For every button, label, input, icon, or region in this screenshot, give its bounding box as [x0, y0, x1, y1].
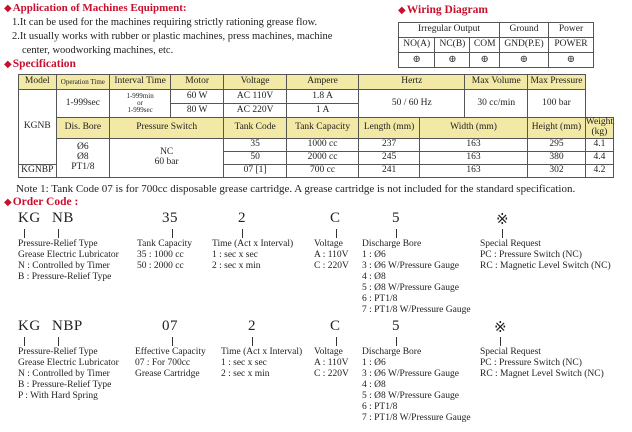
list-item: Voltage: [314, 347, 343, 357]
spec-title-text: Specification: [12, 58, 76, 70]
list-item: 50 : 2000 cc: [137, 261, 184, 271]
application-line-1: 1.It can be used for the machines requiring strictly rationing grease flow.: [12, 17, 318, 28]
spec-interval-time: [110, 90, 171, 118]
code1-time-col: [212, 239, 293, 272]
list-item: Pressure-Relief Type: [18, 347, 98, 357]
interval-a: 1-999min: [126, 92, 154, 100]
code1-time: 2: [238, 210, 246, 226]
code1-tank: 35: [162, 210, 178, 226]
list-item: Pressure-Relief Type: [18, 239, 98, 249]
list-item: PC : Pressure Switch (NC): [480, 358, 582, 368]
list-item: RC : Magnet Level Switch (NC): [480, 369, 604, 379]
list-item: C : 220V: [314, 261, 349, 271]
bore-value: Ø8: [77, 151, 89, 162]
list-item: 4 : Ø8: [362, 380, 386, 390]
list-item: 6 : PT1/8: [362, 294, 398, 304]
list-item: 2 : sec x min: [221, 369, 270, 379]
list-item: B : Pressure-Relief Type: [18, 380, 112, 390]
wiring-group-ground: Ground: [500, 23, 549, 38]
code-tick: [500, 337, 501, 346]
table-cell: 2000 cc: [286, 151, 358, 164]
table-cell: 1000 cc: [286, 138, 358, 151]
spec-table: [18, 74, 614, 178]
list-item: P : With Hard Spring: [18, 391, 98, 401]
list-item: PC : Pressure Switch (NC): [480, 250, 582, 260]
list-item: 4 : Ø8: [362, 272, 386, 282]
table-cell: 163: [419, 138, 527, 151]
spec-header-ampere: Ampere: [286, 75, 358, 90]
wiring-title-text: Wiring Diagram: [406, 4, 488, 16]
terminal-icon: ⊕: [399, 53, 435, 68]
code2-tank: 07: [162, 318, 178, 334]
code2-special: ※: [494, 320, 508, 336]
spec-header-interval: Interval Time: [110, 75, 171, 90]
code-tick: [396, 337, 397, 346]
list-item: 3 : Ø6 W/Pressure Gauge: [362, 261, 459, 271]
spec-motor: 60 W: [171, 90, 224, 104]
spec-header-length: Length (mm): [359, 118, 420, 139]
spec-voltage: AC 110V: [224, 90, 287, 104]
code-tick: [24, 337, 25, 346]
code-tick: [24, 229, 25, 238]
spec-header-operation: Operation Time: [56, 75, 110, 90]
wiring-pin: GND(P.E): [500, 38, 549, 53]
bore-value: Ø6: [77, 141, 89, 152]
code2-kg: KG: [18, 318, 41, 334]
list-item: A : 110V: [314, 250, 349, 260]
list-item: 5 : Ø8 W/Pressure Gauge: [362, 283, 459, 293]
spec-max-volume: 30 cc/min: [465, 90, 528, 118]
list-item: Grease Cartridge: [135, 369, 200, 379]
spec-header-model: Model: [19, 75, 57, 90]
spec-hertz: 50 / 60 Hz: [359, 90, 465, 118]
diamond-icon: ◆: [4, 197, 12, 208]
code1-voltage: C: [330, 210, 341, 226]
spec-header-weight: Weight (kg): [585, 117, 613, 137]
code-tick: [396, 229, 397, 238]
wiring-group-power: Power: [549, 23, 594, 38]
code2-time-col: [221, 347, 302, 380]
code1-tank-col: [137, 239, 192, 272]
list-item: 1 : sec x sec: [221, 358, 267, 368]
spec-model-kgnb: KGNB: [19, 90, 57, 165]
spec-motor: 80 W: [171, 104, 224, 118]
table-cell: 07 [1]: [224, 164, 287, 177]
wiring-pin: COM: [470, 38, 500, 53]
code-tick: [242, 229, 243, 238]
code2-bore: 5: [392, 318, 400, 334]
code2-tank-col: [135, 347, 206, 380]
tank-code-note: Note 1: Tank Code 07 is for 700cc disposable grease cartridge. A grease cartridge is not included for the standard specification.: [16, 183, 576, 195]
list-item: C : 220V: [314, 369, 349, 379]
spec-bore: [56, 138, 110, 177]
spec-header-voltage: Voltage: [224, 75, 287, 90]
terminal-icon: ⊕: [435, 53, 470, 68]
switch-pressure: 60 bar: [154, 156, 179, 167]
list-item: Discharge Bore: [362, 239, 422, 249]
list-item: Grease Electric Lubricator: [18, 358, 119, 368]
list-item: 7 : PT1/8 W/Pressure Gauge: [362, 413, 471, 423]
switch-type: NC: [160, 146, 174, 157]
code2-type-col: [18, 347, 119, 402]
wiring-pin: NC(B): [435, 38, 470, 53]
list-item: 35 : 1000 cc: [137, 250, 184, 260]
table-cell: 163: [419, 164, 527, 177]
code1-voltage-col: [314, 239, 349, 272]
list-item: A : 110V: [314, 358, 349, 368]
spec-pressure-switch: [110, 138, 224, 177]
code1-bore: 5: [392, 210, 400, 226]
spec-header-pressure: Max Pressure: [528, 75, 586, 90]
code2-voltage-col: [314, 347, 349, 380]
list-item: B : Pressure-Relief Type: [18, 272, 112, 282]
code2-special-col: [480, 347, 604, 380]
code-tick: [336, 229, 337, 238]
table-cell: 4.4: [585, 151, 613, 164]
code2-voltage: C: [330, 318, 341, 334]
terminal-icon: ⊕: [470, 53, 500, 68]
table-cell: 302: [528, 164, 586, 177]
list-item: 07 : For 700cc: [135, 358, 191, 368]
spec-operation-time: 1-999sec: [56, 90, 110, 118]
table-cell: 237: [359, 138, 420, 151]
terminal-icon: ⊕: [549, 53, 594, 68]
table-cell: 4.2: [585, 164, 613, 177]
list-item: 5 : Ø8 W/Pressure Gauge: [362, 391, 459, 401]
code1-bore-col: [362, 239, 471, 316]
table-cell: 380: [528, 151, 586, 164]
application-title-text: Application of Machines Equipment:: [12, 2, 187, 14]
list-item: N : Controlled by Timer: [18, 369, 110, 379]
list-item: Time (Act x Interval): [212, 239, 294, 249]
application-line-2: 2.It usually works with rubber or plastic machines, press machines, machine: [12, 31, 333, 42]
table-cell: 50: [224, 151, 287, 164]
wiring-title: [398, 4, 488, 16]
bore-value: PT1/8: [71, 161, 95, 172]
application-line-3: center, woodworking machines, etc.: [22, 45, 174, 56]
spec-header-tank-code: Tank Code: [224, 118, 287, 139]
list-item: 7 : PT1/8 W/Pressure Gauge: [362, 305, 471, 315]
spec-ampere: 1 A: [286, 104, 358, 118]
table-cell: 241: [359, 164, 420, 177]
list-item: 3 : Ø6 W/Pressure Gauge: [362, 369, 459, 379]
interval-or: or: [137, 99, 144, 107]
code2-time: 2: [248, 318, 256, 334]
code-tick: [252, 337, 253, 346]
diamond-icon: ◆: [398, 5, 406, 16]
application-title: [4, 2, 187, 14]
list-item: Voltage: [314, 239, 343, 249]
code1-special-col: [480, 239, 611, 272]
list-item: Special Request: [480, 239, 541, 249]
code1-type-col: [18, 239, 119, 283]
code2-bore-col: [362, 347, 471, 424]
order-code-title-text: Order Code :: [12, 196, 79, 208]
code-tick: [172, 229, 173, 238]
table-cell: 295: [528, 138, 586, 151]
code2-nbp: NBP: [52, 318, 83, 334]
spec-header-width: Width (mm): [419, 118, 527, 139]
wiring-pin: NO(A): [399, 38, 435, 53]
list-item: 2 : sec x min: [212, 261, 261, 271]
code-tick: [58, 337, 59, 346]
code1-nb: NB: [52, 210, 74, 226]
spec-header-motor: Motor: [171, 75, 224, 90]
spec-header-switch: Pressure Switch: [110, 118, 224, 139]
list-item: RC : Magnetic Level Switch (NC): [480, 261, 611, 271]
code-tick: [58, 229, 59, 238]
list-item: Tank Capacity: [137, 239, 192, 249]
wiring-table: [398, 22, 594, 68]
list-item: 6 : PT1/8: [362, 402, 398, 412]
spec-model-kgnbp: KGNBP: [19, 164, 57, 177]
order-code-title: [4, 196, 78, 208]
table-cell: 163: [419, 151, 527, 164]
code1-kg: KG: [18, 210, 41, 226]
diamond-icon: ◆: [4, 59, 12, 70]
terminal-icon: ⊕: [500, 53, 549, 68]
table-cell: 245: [359, 151, 420, 164]
code-tick: [502, 229, 503, 238]
wiring-pin: POWER: [549, 38, 594, 53]
list-item: 1 : Ø6: [362, 358, 386, 368]
spec-max-pressure: 100 bar: [528, 90, 586, 118]
spec-header-hertz: Hertz: [359, 75, 465, 90]
table-cell: 35: [224, 138, 287, 151]
table-cell: 700 cc: [286, 164, 358, 177]
list-item: Special Request: [480, 347, 541, 357]
list-item: Discharge Bore: [362, 347, 422, 357]
list-item: 1 : sec x sec: [212, 250, 258, 260]
list-item: Grease Electric Lubricator: [18, 250, 119, 260]
list-item: N : Controlled by Timer: [18, 261, 110, 271]
interval-b: 1-999sec: [127, 106, 153, 114]
table-cell: 4.1: [585, 138, 613, 151]
spec-voltage: AC 220V: [224, 104, 287, 118]
spec-title: [4, 58, 76, 70]
wiring-group-irregular: Irregular Output: [399, 23, 500, 38]
code-tick: [336, 337, 337, 346]
spec-ampere: 1.8 A: [286, 90, 358, 104]
spec-header-height: Height (mm): [528, 118, 586, 139]
list-item: 1 : Ø6: [362, 250, 386, 260]
spec-header-volume: Max Volume: [465, 75, 528, 90]
spec-header-bore: Dis. Bore: [56, 118, 110, 139]
spec-header-tank-capacity: Tank Capacity: [286, 118, 358, 139]
code-tick: [172, 337, 173, 346]
list-item: Effective Capacity: [135, 347, 206, 357]
list-item: Time (Act x Interval): [221, 347, 303, 357]
code1-special: ※: [496, 212, 510, 228]
diamond-icon: ◆: [4, 3, 12, 14]
